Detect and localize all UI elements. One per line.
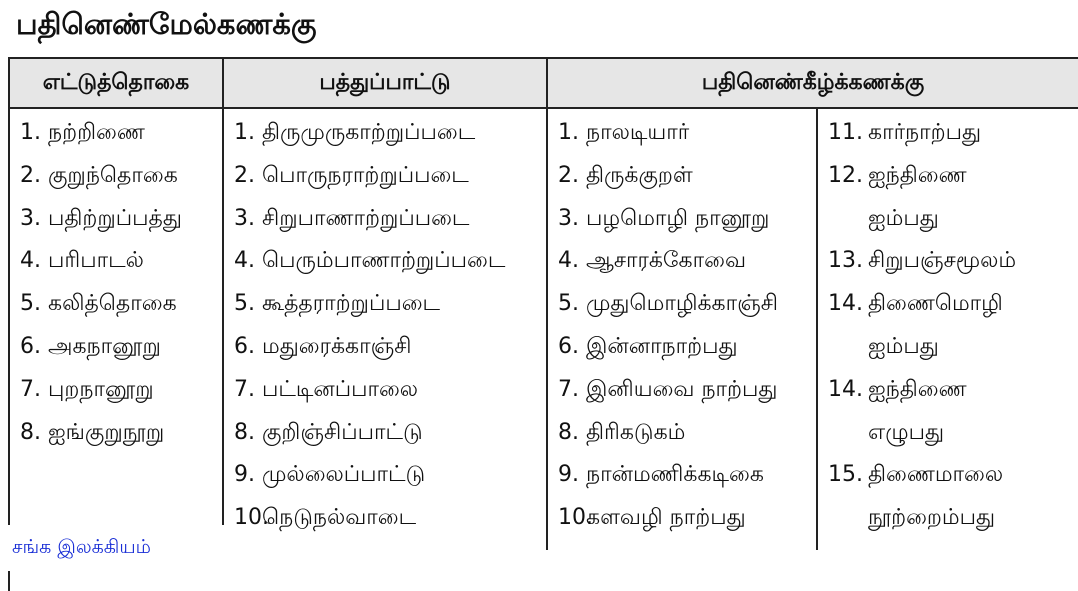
- ettuthogai-item: [20, 112, 182, 155]
- item-number: 7.: [234, 376, 255, 402]
- item-name: ஐந்திணை: [868, 376, 967, 402]
- item-number: 5.: [234, 291, 255, 317]
- pathuppattu-item: [234, 240, 505, 283]
- item-name: நற்றிணை: [48, 120, 145, 145]
- item-number: 8.: [20, 419, 41, 445]
- table-left-border: [8, 57, 10, 550]
- keezhkanakku-item: [828, 155, 1016, 198]
- pathuppattu-list: [234, 112, 505, 540]
- ettuthogai-item: [20, 155, 182, 198]
- item-number: 8.: [234, 419, 255, 445]
- keezhkanakku-item: [828, 112, 1016, 155]
- item-number: 13.: [828, 248, 863, 274]
- pathuppattu-item: [234, 283, 505, 326]
- keezhkanakku-item: [558, 155, 778, 198]
- item-number: 7.: [20, 376, 41, 402]
- column-divider-2: [546, 57, 548, 550]
- item-number: 6.: [558, 333, 579, 359]
- caption-left-tick: [8, 571, 10, 591]
- item-name: ஐந்திணை: [868, 162, 967, 188]
- item-name-continuation: ஐம்பது: [868, 205, 939, 231]
- item-number: 1.: [20, 120, 41, 145]
- item-name: சிறுபாணாற்றுப்படை: [262, 205, 470, 231]
- keezhkanakku-item: [828, 369, 1016, 412]
- item-name: இன்னாநாற்பது: [586, 333, 738, 359]
- keezhkanakku-item-continuation: [828, 198, 1016, 241]
- header-pathinenkeezhkanakku: பதினெண்கீழ்க்கணக்கு: [701, 70, 925, 95]
- item-number: 10.: [234, 505, 269, 531]
- pathuppattu-item: [234, 112, 505, 155]
- pathuppattu-item: [234, 454, 505, 497]
- item-name: திரிகடுகம்: [586, 419, 686, 445]
- item-name: இனியவை நாற்பது: [586, 376, 778, 402]
- keezhkanakku-item-continuation: [828, 497, 1016, 540]
- item-name: நான்மணிக்கடிகை: [586, 462, 764, 488]
- item-name: மதுரைக்காஞ்சி: [262, 333, 412, 359]
- item-number: 1.: [558, 120, 579, 145]
- keezhkanakku-item: [558, 326, 778, 369]
- item-name: ஆசாரக்கோவை: [586, 248, 746, 274]
- item-number: 5.: [20, 291, 41, 317]
- pathuppattu-item: [234, 497, 505, 540]
- keezhkanakku-item: [828, 454, 1016, 497]
- item-number: 5.: [558, 291, 579, 317]
- column-divider-1: [222, 57, 224, 550]
- item-number: 11.: [828, 120, 863, 145]
- column-divider-3: [816, 109, 818, 550]
- keezhkanakku-item: [558, 283, 778, 326]
- item-name: நெடுநல்வாடை: [262, 505, 417, 531]
- item-name: களவழி நாற்பது: [586, 505, 746, 531]
- item-number: 3.: [558, 205, 579, 231]
- item-name: முதுமொழிக்காஞ்சி: [586, 291, 778, 317]
- keezhkanakku-item: [558, 112, 778, 155]
- pathuppattu-item: [234, 198, 505, 241]
- keezhkanakku-item: [558, 369, 778, 412]
- header-ettuthogai: எட்டுத்தொகை: [42, 70, 190, 95]
- item-name: பெரும்பாணாற்றுப்படை: [262, 248, 506, 274]
- item-name: கார்நாற்பது: [868, 120, 982, 145]
- keezhkanakku-item: [558, 454, 778, 497]
- item-number: 3.: [234, 205, 255, 231]
- item-number: 1.: [234, 120, 255, 145]
- item-name: நாலடியார்: [586, 120, 690, 145]
- ettuthogai-item: [20, 412, 182, 455]
- ettuthogai-item: [20, 240, 182, 283]
- item-number: 15.: [828, 462, 863, 488]
- item-name: புறநானூறு: [48, 376, 154, 402]
- item-number: 7.: [558, 376, 579, 402]
- keezhkanakku-item: [558, 198, 778, 241]
- item-name: திணைமாலை: [868, 462, 1004, 488]
- ettuthogai-item: [20, 198, 182, 241]
- item-name: பரிபாடல்: [48, 248, 144, 274]
- item-number: 9.: [558, 462, 579, 488]
- item-number: 8.: [558, 419, 579, 445]
- item-name: கலித்தொகை: [48, 291, 177, 317]
- keezhkanakku-item: [558, 497, 778, 540]
- item-number: 4.: [20, 248, 41, 274]
- item-name-continuation: எழுபது: [868, 419, 945, 445]
- item-number: 3.: [20, 205, 41, 231]
- literature-table: [8, 57, 1078, 558]
- item-number: 9.: [234, 462, 255, 488]
- item-number: 2.: [234, 162, 255, 188]
- item-name-continuation: நூற்றைம்பது: [868, 505, 996, 531]
- keezhkanakku-item: [558, 412, 778, 455]
- item-number: 2.: [558, 162, 579, 188]
- item-number: 6.: [20, 333, 41, 359]
- item-name: சிறுபஞ்சமூலம்: [868, 248, 1017, 274]
- item-number: 2.: [20, 162, 41, 188]
- item-name: பட்டினப்பாலை: [262, 376, 419, 402]
- keezhkanakku-item-continuation: [828, 326, 1016, 369]
- keezhkanakku-item: [828, 283, 1016, 326]
- item-name: கூத்தராற்றுப்படை: [262, 291, 441, 317]
- item-name: பழமொழி நானூறு: [586, 205, 770, 231]
- keezhkanakku-item: [828, 240, 1016, 283]
- pathuppattu-item: [234, 412, 505, 455]
- ettuthogai-item: [20, 326, 182, 369]
- item-number: 6.: [234, 333, 255, 359]
- item-name: குறுந்தொகை: [48, 162, 178, 188]
- pathuppattu-item: [234, 369, 505, 412]
- header-pathuppattu: பத்துப்பாட்டு: [319, 70, 451, 95]
- item-name-continuation: ஐம்பது: [868, 333, 939, 359]
- item-name: ஐங்குறுநூறு: [48, 419, 165, 445]
- table-header-border: [8, 107, 1078, 109]
- pathuppattu-item: [234, 155, 505, 198]
- page-title: பதினெண்மேல்கணக்கு: [16, 7, 317, 41]
- item-name: பதிற்றுப்பத்து: [48, 205, 182, 231]
- item-number: 12.: [828, 162, 863, 188]
- item-number: 14.: [828, 291, 863, 317]
- item-name: பொருநராற்றுப்படை: [262, 162, 469, 188]
- pathuppattu-item: [234, 326, 505, 369]
- item-name: அகநானூறு: [48, 333, 161, 359]
- item-name: குறிஞ்சிப்பாட்டு: [262, 419, 423, 445]
- keezhkanakku-item: [558, 240, 778, 283]
- item-name: திணைமொழி: [868, 291, 1003, 317]
- item-number: 10.: [558, 505, 593, 531]
- item-number: 4.: [558, 248, 579, 274]
- ettuthogai-list: [20, 112, 182, 454]
- ettuthogai-item: [20, 283, 182, 326]
- keezhkanakku-item-continuation: [828, 412, 1016, 455]
- ettuthogai-item: [20, 369, 182, 412]
- item-name: திருக்குறள்: [586, 162, 693, 188]
- keezhkanakku-left-list: [558, 112, 778, 540]
- keezhkanakku-right-list: [828, 112, 1016, 540]
- item-name: திருமுருகாற்றுப்படை: [262, 120, 476, 145]
- item-name: முல்லைப்பாட்டு: [262, 462, 426, 488]
- item-number: 14.: [828, 376, 863, 402]
- sanga-ilakkiyam-caption: சங்க இலக்கியம்: [12, 536, 151, 558]
- item-number: 4.: [234, 248, 255, 274]
